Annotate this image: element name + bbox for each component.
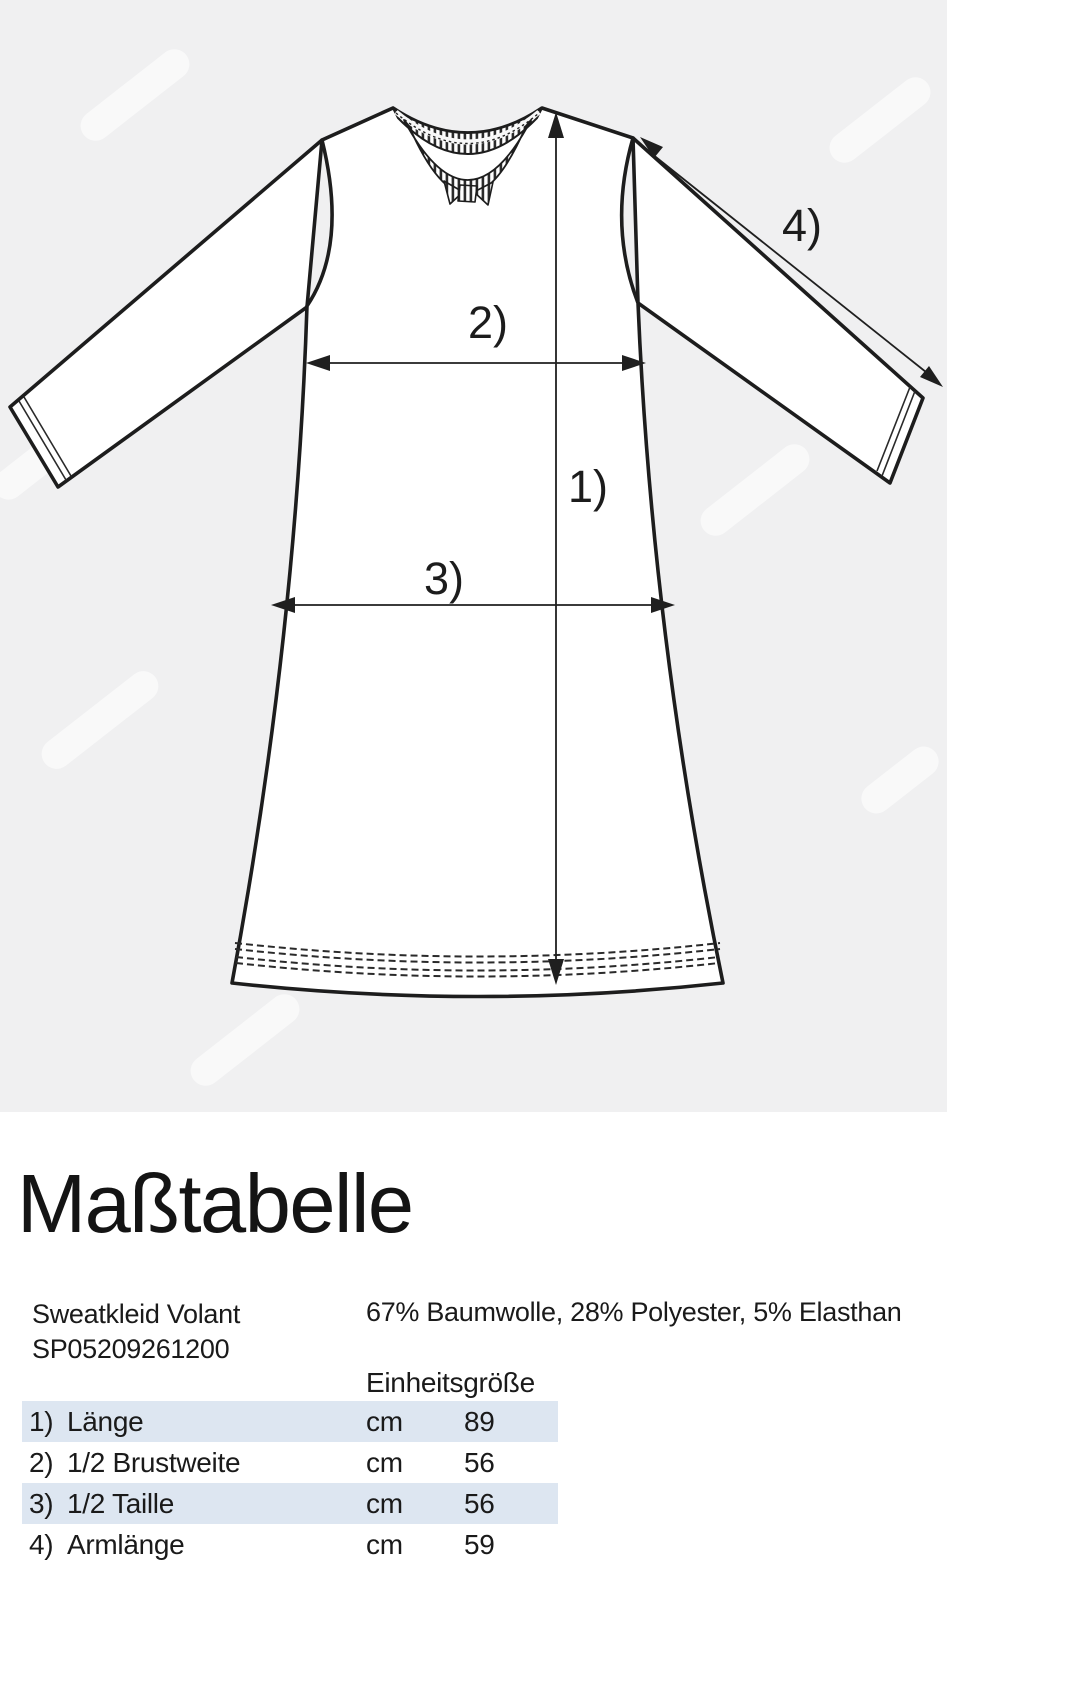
row-value: 89 xyxy=(464,1406,495,1437)
row-value: 56 xyxy=(464,1488,495,1519)
product-sku: SP05209261200 xyxy=(32,1334,230,1364)
row-label: 1/2 Brustweite xyxy=(67,1447,241,1478)
row-unit: cm xyxy=(366,1406,403,1437)
measurement-table xyxy=(22,1401,558,1565)
row-number: 4) xyxy=(29,1529,54,1560)
row-number: 1) xyxy=(29,1406,54,1437)
table-row xyxy=(22,1401,558,1442)
page-title: Maßtabelle xyxy=(17,1157,413,1250)
row-label: Länge xyxy=(67,1406,144,1437)
product-name: Sweatkleid Volant xyxy=(32,1299,241,1329)
measure-label-waist: 3) xyxy=(424,553,465,604)
table-row xyxy=(22,1483,558,1524)
row-unit: cm xyxy=(366,1529,403,1560)
row-number: 2) xyxy=(29,1447,54,1478)
table-row xyxy=(22,1524,558,1565)
material-composition: 67% Baumwolle, 28% Polyester, 5% Elasthan xyxy=(366,1297,902,1327)
row-value: 56 xyxy=(464,1447,495,1478)
row-unit: cm xyxy=(366,1447,403,1478)
row-label: 1/2 Taille xyxy=(67,1488,175,1519)
measure-label-length: 1) xyxy=(568,461,609,512)
size-column-header: Einheitsgröße xyxy=(366,1367,535,1398)
measure-label-chest: 2) xyxy=(468,297,509,348)
right-sleeve xyxy=(633,138,923,483)
row-value: 59 xyxy=(464,1529,495,1560)
table-row xyxy=(22,1442,558,1483)
measure-label-arm: 4) xyxy=(782,200,823,251)
row-label: Armlänge xyxy=(67,1529,185,1560)
left-sleeve xyxy=(10,140,322,487)
row-number: 3) xyxy=(29,1488,54,1519)
product-info xyxy=(32,1297,240,1367)
row-unit: cm xyxy=(366,1488,403,1519)
